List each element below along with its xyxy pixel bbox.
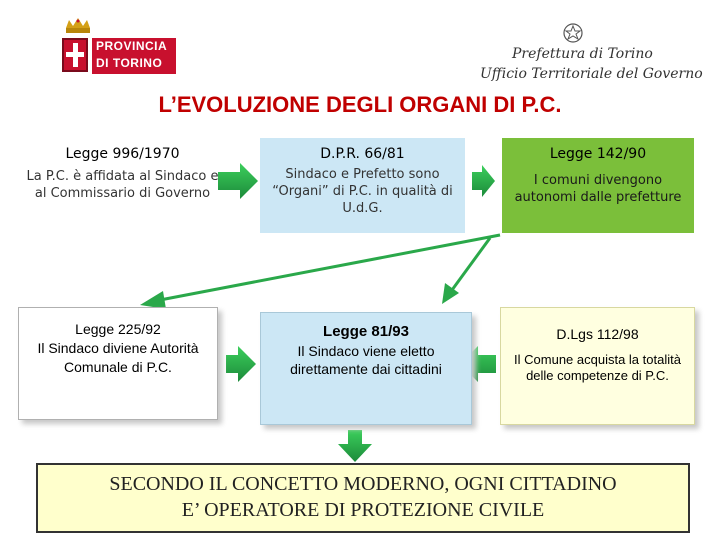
box-dlgs-112-98 (500, 307, 695, 425)
box-legge-142-90 (502, 138, 694, 233)
provincia-wordmark (92, 38, 176, 74)
arrow-diagonal-line (160, 235, 500, 300)
arrow-right-2 (472, 165, 495, 197)
box-body: Il Sindaco viene eletto direttamente dai cittadini (290, 343, 442, 377)
box-body: Sindaco e Prefetto sono “Organi” di P.C. in qualità di U.d.G. (272, 167, 453, 216)
box-body: I comuni divengono autonomi dalle prefetture (514, 173, 682, 205)
conclusion-line1: SECONDO IL CONCETTO MODERNO, OGNI CITTADINO (109, 473, 617, 495)
prefettura-line1: Prefettura di Torino (512, 46, 653, 62)
crown-icon (64, 18, 92, 34)
provincia-line2: DI TORINO (96, 56, 163, 70)
emblem-icon (560, 22, 586, 44)
box-head: Legge 81/93 (323, 323, 409, 340)
box-body: Il Sindaco diviene Autorità Comunale di P.C. (37, 340, 199, 375)
prefettura-logo (470, 22, 703, 86)
box-legge-996-1970 (20, 140, 225, 230)
arrow-right-3 (226, 346, 256, 382)
box-legge-225-92 (18, 307, 218, 420)
box-body: La P.C. è affidata al Sindaco e al Commissario di Governo (26, 169, 219, 201)
conclusion-line2: E’ OPERATORE DI PROTEZIONE CIVILE (181, 499, 545, 521)
provincia-logo (56, 18, 176, 80)
arrow-down-diag-line (452, 238, 490, 290)
provincia-line1: PROVINCIA (96, 39, 168, 53)
box-dpr-66-81 (260, 138, 465, 233)
box-head: Legge 225/92 (75, 321, 161, 337)
box-head: Legge 996/1970 (65, 146, 180, 162)
box-head: D.P.R. 66/81 (320, 146, 405, 162)
page-title: L’EVOLUZIONE DEGLI ORGANI DI P.C. (158, 92, 562, 117)
box-head: Legge 142/90 (549, 146, 647, 162)
conclusion-box (36, 463, 690, 533)
box-head: D.Lgs 112/98 (556, 326, 639, 342)
arrow-down-diag-head (442, 283, 459, 304)
arrow-down-final (338, 430, 372, 462)
shield-icon (62, 38, 88, 72)
box-legge-81-93 (260, 312, 472, 425)
box-body: Il Comune acquista la totalità delle competenze di P.C. (514, 352, 681, 383)
prefettura-line2: Ufficio Territoriale del Governo (480, 66, 703, 82)
